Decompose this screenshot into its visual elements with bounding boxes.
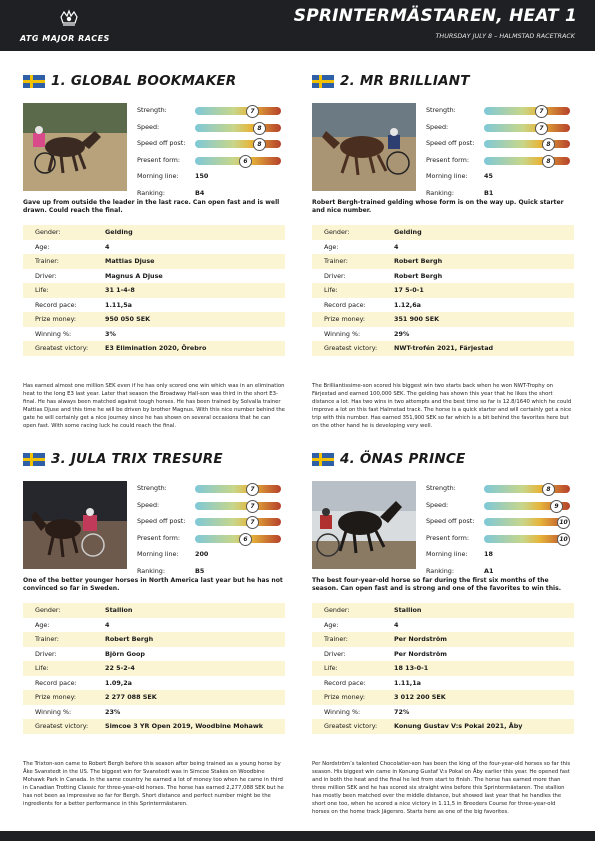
page-header	[0, 0, 595, 51]
stat-speed: Speed: 7	[137, 498, 287, 515]
rating-dot: 8	[253, 122, 266, 135]
horse-description: The Trixton-son came to Robert Bergh before this season after being trained as a young horse by Åke Svanstedt in the US. The biggest win for Svanstedt was in Simcoe Stakes on Woodbine Mohawk Park in Canada. In the same country he earned a lot of money too when he came in third in Canadian Trotting Classic for three-year-old horses. The horse has earned 2,277,088 SEK but he has not been as impressive so far for Bergh. Short distance and perfect number might be the ingredients for a better performance in this Sprintermästaren.	[23, 761, 284, 807]
rating-dot: 10	[557, 533, 570, 546]
horse-description: Has earned almost one million SEK even if he has only scored one win which was in an elimination heat to the long E3 last year. Later that season the Broadway Hall-son was third in the short E3-final. He has always been matched against tough horses. He has been trained by Solvalla trainer Mattias Djuse and this time he will be driven by brother Magnus. With this nice number behind the gate he will certainly get a nice journey since he has shown on several occasions that he can open fast. With some racing luck he could reach the final.	[23, 383, 285, 429]
fact-row-winning-pct: Winning %: 3%	[35, 329, 116, 338]
fact-row-greatest-victory: Greatest victory: NWT-trofén 2021, Färjestad	[312, 341, 574, 356]
rating-dot: 8	[542, 155, 555, 168]
fact-row-age: Age: 4	[35, 242, 110, 251]
fact-row-record-pace: Record pace: 1.11,1a	[324, 678, 421, 687]
stat-speed: Speed: 8	[137, 120, 287, 137]
stat-present-form: Present form: 6	[137, 153, 287, 170]
rating-dot: 8	[253, 138, 266, 151]
stat-strength: Strength: 7	[137, 481, 287, 498]
stat-strength: Strength: 8	[426, 481, 576, 498]
stat-speed: Speed: 9	[426, 498, 576, 515]
fact-row-life: Life: 18 13-0-1	[312, 661, 574, 676]
stat-ranking: Ranking: B5	[137, 566, 205, 575]
stats-panel	[137, 103, 287, 202]
page-title: SPRINTERMÄSTAREN, HEAT 1	[293, 6, 577, 26]
stat-strength: Strength: 7	[426, 103, 576, 120]
fact-row-gender: Gender: Stallion	[23, 603, 285, 618]
fact-row-record-pace: Record pace: 1.12,6a	[324, 300, 421, 309]
facts-table	[312, 603, 574, 734]
facts-table	[23, 225, 285, 356]
fact-row-life: Life: 31 1-4-8	[23, 283, 285, 298]
crown-crest-icon	[58, 8, 80, 30]
fact-row-trainer: Trainer: Robert Bergh	[23, 632, 285, 647]
rating-dot: 8	[542, 483, 555, 496]
stat-morning-line: Morning line: 18	[426, 550, 493, 558]
rating-dot: 8	[542, 138, 555, 151]
fact-row-trainer: Trainer: Per Nordström	[312, 632, 574, 647]
fact-row-driver: Driver: Magnus A Djuse	[35, 271, 163, 280]
stat-speed-off-post: Speed off post: 10	[426, 514, 576, 531]
rating-dot: 10	[557, 516, 570, 529]
horse-intro: Robert Bergh-trained gelding whose form is on the way up. Quick starter and nice number.	[312, 199, 564, 215]
fact-row-age: Age: 4	[35, 620, 110, 629]
stat-strength: Strength: 7	[137, 103, 287, 120]
horse-heading	[312, 451, 465, 467]
fact-row-prize-money: Prize money: 351 900 SEK	[312, 312, 574, 327]
stat-speed-off-post: Speed off post: 8	[426, 136, 576, 153]
rating-dot: 9	[550, 500, 563, 513]
fact-row-prize-money: Prize money: 2 277 088 SEK	[23, 690, 285, 705]
stat-present-form: Present form: 10	[426, 531, 576, 548]
horse-photo	[312, 103, 416, 191]
logo-text: ATG MAJOR RACES	[20, 34, 110, 43]
rating-dot: 6	[239, 155, 252, 168]
fact-row-trainer: Trainer: Mattias Djuse	[23, 254, 285, 269]
fact-row-greatest-victory: Greatest victory: E3 Elimination 2020, Örebro	[23, 341, 285, 356]
swedish-flag-icon	[312, 453, 334, 466]
fact-row-life: Life: 22 5-2-4	[23, 661, 285, 676]
horse-description: Per Nordström’s talented Chocolatier-son has been the king of the four-year-old horses so far this season. His biggest win came in Konung Gustaf V:s Pokal on Åby earlier this year. He opened fast and in both the heat and the final he led from start to finish. The horse has earned more than three million SEK and he has scored six straight wins before this Sprintermästaren. The stallion has mostly been matched over the middle distance, but showed last year that he handles the short one too, when he scored a nice victory in 1.11,5 in Breeders Course for three-year-old horses on the home track Jägersro. Starts here as one of the big favorites.	[312, 761, 571, 815]
horse-name: 3. JULA TRIX TRESURE	[51, 451, 223, 467]
stats-panel	[137, 481, 287, 580]
facts-table	[23, 603, 285, 734]
horse-heading	[312, 73, 470, 89]
fact-row-greatest-victory: Greatest victory: Konung Gustav V:s Pokal 2021, Åby	[312, 719, 574, 734]
page-subtitle: THURSDAY JULY 8 – HALMSTAD RACETRACK	[435, 32, 575, 40]
swedish-flag-icon	[23, 453, 45, 466]
horse-name: 2. MR BRILLIANT	[340, 73, 470, 89]
stat-present-form: Present form: 8	[426, 153, 576, 170]
rating-dot: 7	[535, 105, 548, 118]
rating-dot: 6	[239, 533, 252, 546]
fact-row-trainer: Trainer: Robert Bergh	[312, 254, 574, 269]
rating-dot: 7	[246, 516, 259, 529]
fact-row-greatest-victory: Greatest victory: Simcoe 3 YR Open 2019, Woodbine Mohawk	[23, 719, 285, 734]
horse-photo	[23, 103, 127, 191]
horse-name: 1. GLOBAL BOOKMAKER	[51, 73, 237, 89]
stat-ranking: Ranking: B1	[426, 188, 494, 197]
facts-table	[312, 225, 574, 356]
horse-heading	[23, 451, 223, 467]
fact-row-driver: Driver: Robert Bergh	[324, 271, 443, 280]
horse-intro: The best four-year-old horse so far during the first six months of the season. Can open fast and is strong and one of the favorites to win this.	[312, 577, 562, 593]
rating-dot: 7	[246, 105, 259, 118]
fact-row-prize-money: Prize money: 950 050 SEK	[23, 312, 285, 327]
rating-dot: 7	[246, 483, 259, 496]
stat-morning-line: Morning line: 200	[137, 550, 209, 558]
fact-row-gender: Gender: Gelding	[312, 225, 574, 240]
fact-row-prize-money: Prize money: 3 012 200 SEK	[312, 690, 574, 705]
horse-intro: Gave up from outside the leader in the last race. Can open fast and is well drawn. Could reach the final.	[23, 199, 280, 215]
horse-intro: One of the better younger horses in North America last year but he has not convinced so far in Sweden.	[23, 577, 283, 593]
fact-row-driver: Driver: Per Nordström	[324, 649, 447, 658]
stat-speed-off-post: Speed off post: 7	[137, 514, 287, 531]
fact-row-record-pace: Record pace: 1.11,5a	[35, 300, 132, 309]
rating-dot: 7	[246, 500, 259, 513]
fact-row-winning-pct: Winning %: 72%	[324, 707, 410, 716]
page-footer	[0, 831, 595, 841]
fact-row-winning-pct: Winning %: 29%	[324, 329, 410, 338]
horse-photo	[312, 481, 416, 569]
swedish-flag-icon	[312, 75, 334, 88]
fact-row-winning-pct: Winning %: 23%	[35, 707, 121, 716]
fact-row-life: Life: 17 5-0-1	[312, 283, 574, 298]
stats-panel	[426, 103, 576, 202]
atg-logo	[20, 8, 116, 46]
stat-morning-line: Morning line: 45	[426, 172, 493, 180]
stats-panel	[426, 481, 576, 580]
fact-row-gender: Gender: Gelding	[23, 225, 285, 240]
fact-row-record-pace: Record pace: 1.09,2a	[35, 678, 132, 687]
fact-row-age: Age: 4	[324, 620, 399, 629]
stat-morning-line: Morning line: 150	[137, 172, 209, 180]
stat-ranking: Ranking: A1	[426, 566, 494, 575]
fact-row-age: Age: 4	[324, 242, 399, 251]
stat-speed-off-post: Speed off post: 8	[137, 136, 287, 153]
rating-dot: 7	[535, 122, 548, 135]
fact-row-gender: Gender: Stallion	[312, 603, 574, 618]
horse-photo	[23, 481, 127, 569]
horse-heading	[23, 73, 236, 89]
stat-ranking: Ranking: B4	[137, 188, 205, 197]
swedish-flag-icon	[23, 75, 45, 88]
stat-present-form: Present form: 6	[137, 531, 287, 548]
horse-description: The Brilliantissime-son scored his biggest win two starts back when he won NWT-Trophy on Färjestad and earned 100,000 SEK. The gelding has shown this year that he likes the short distance a lot. Has two wins in two attempts and the best time so far is 12.8/1640 which he could improve a lot on this fast Halmstad track. The horse is a quick starter and will certainly get a nice trip with this number. Has earned 351,900 SEK so far which is a bit behind the favorites here but on the other hand he is developing very well.	[312, 383, 572, 429]
fact-row-driver: Driver: Björn Goop	[35, 649, 145, 658]
horse-name: 4. ÖNAS PRINCE	[340, 451, 466, 467]
stat-speed: Speed: 7	[426, 120, 576, 137]
